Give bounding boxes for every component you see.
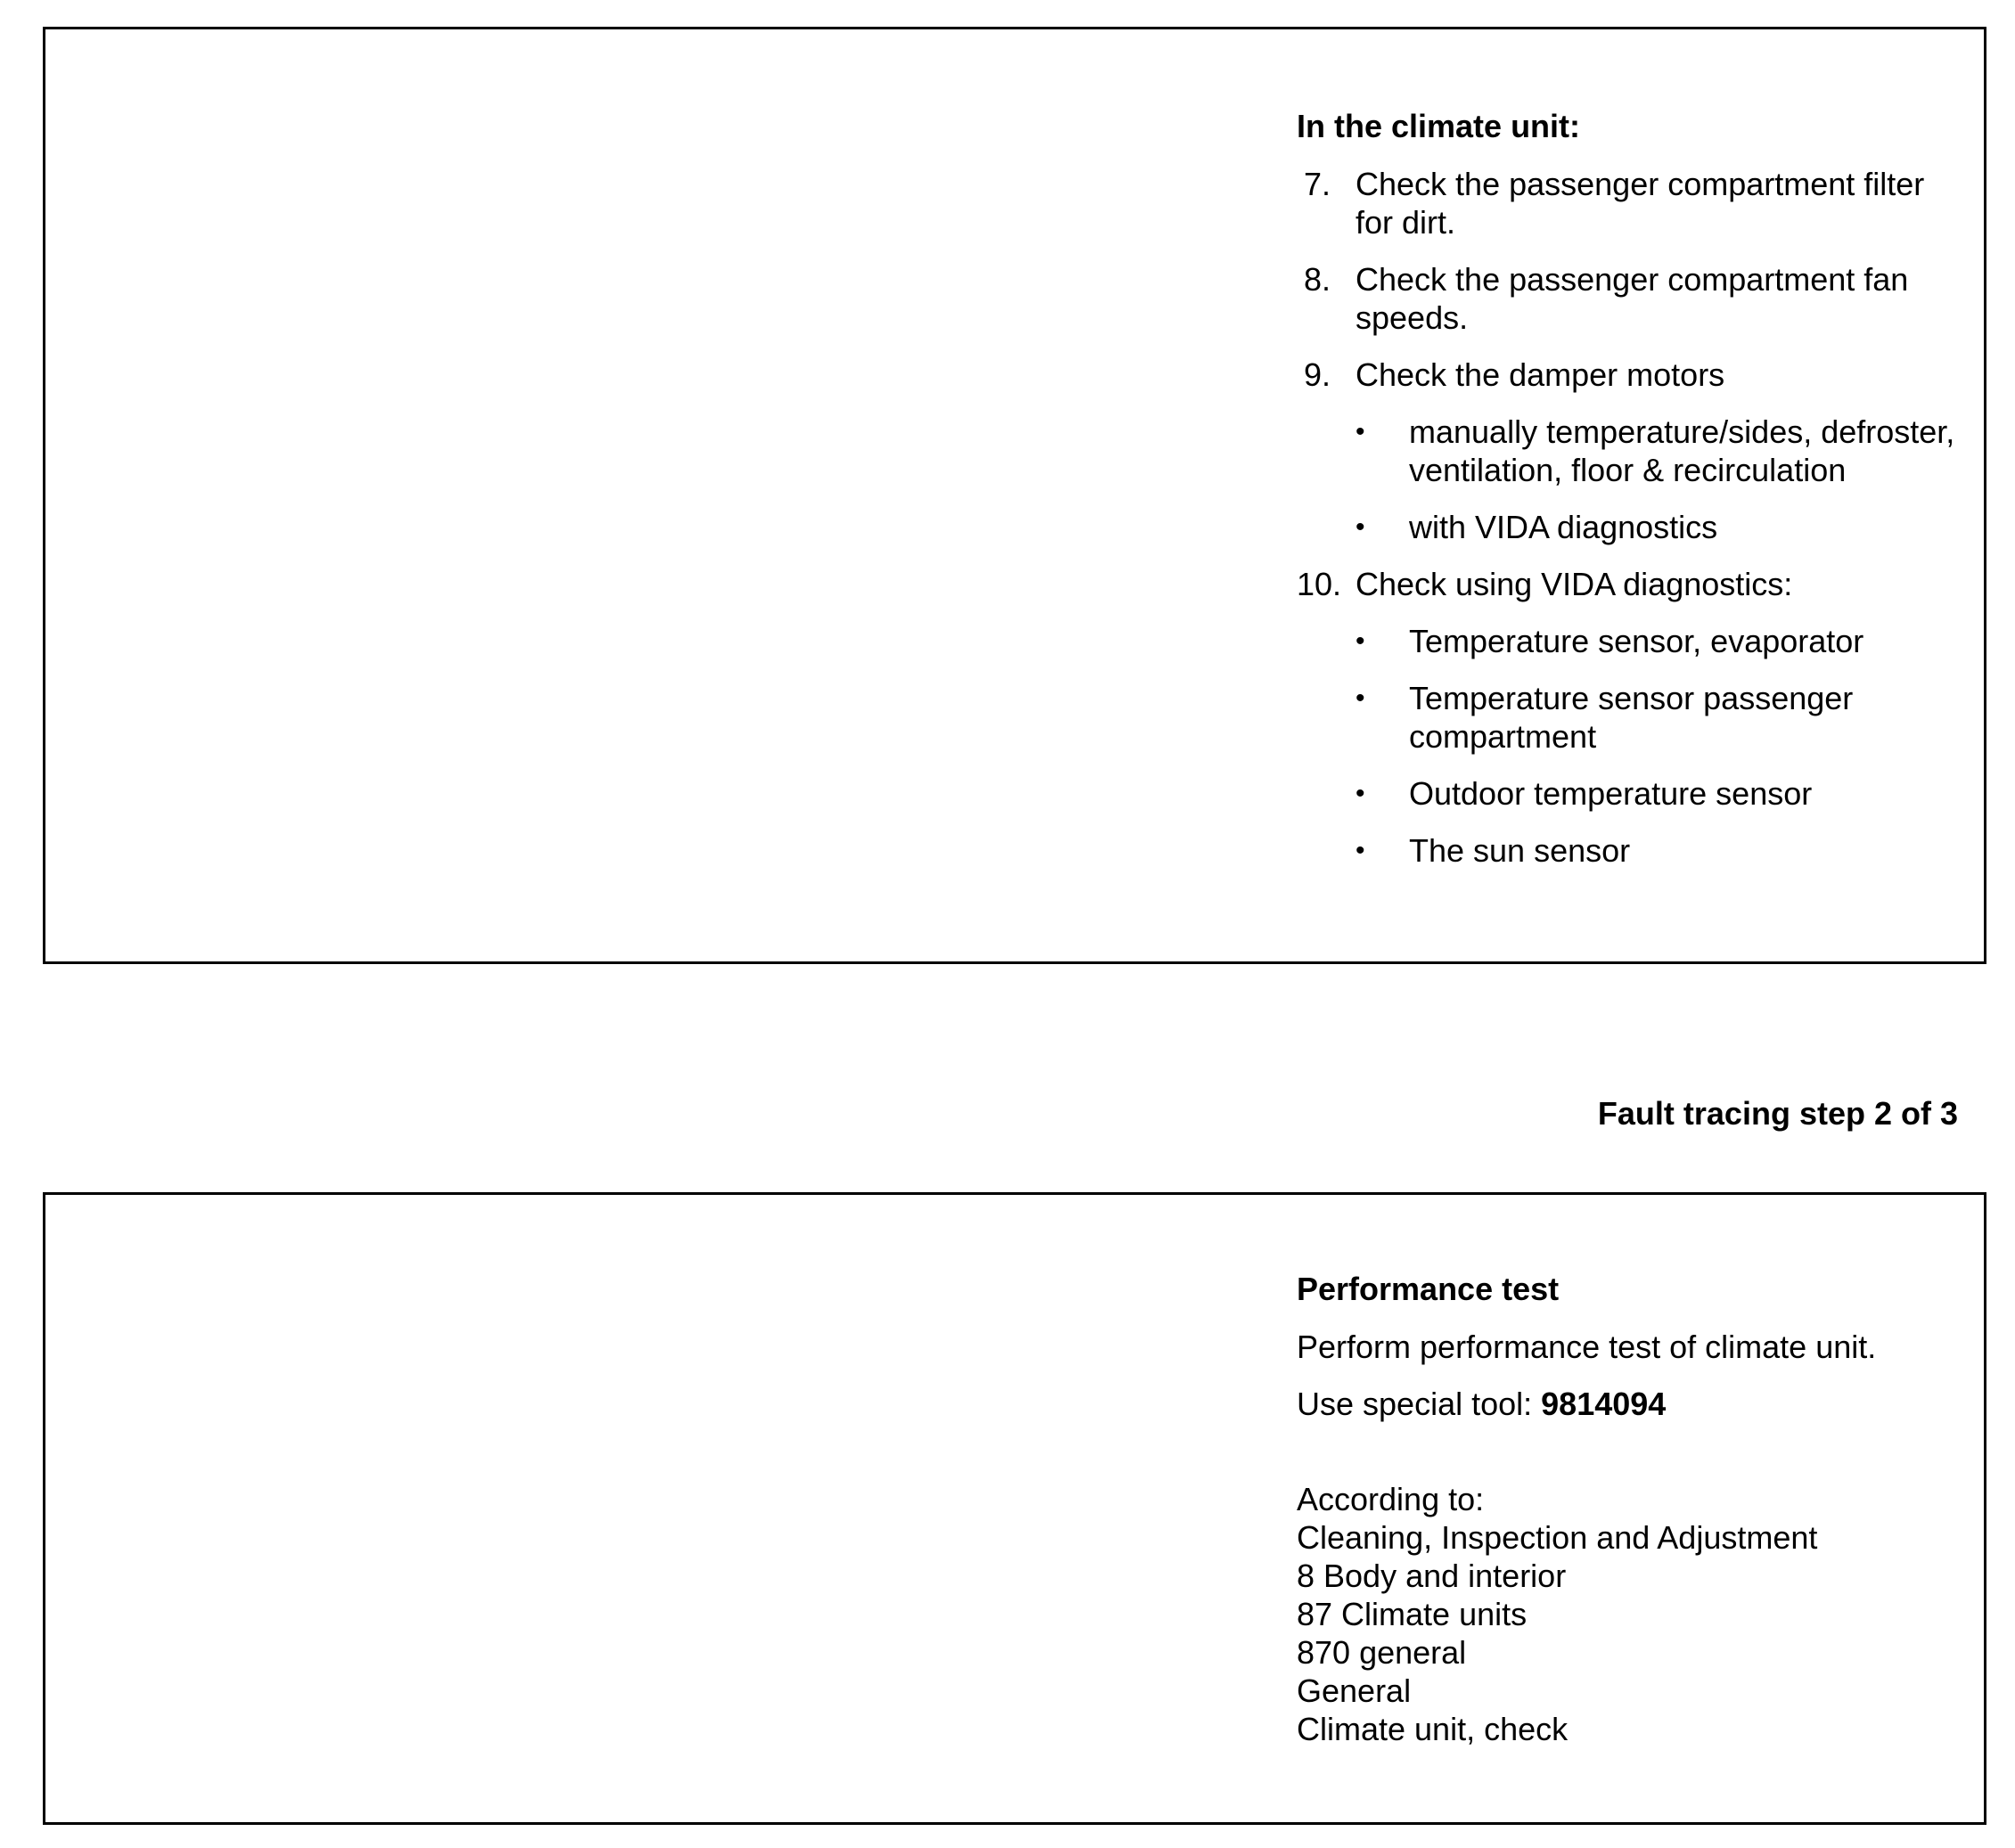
reference-line: Climate unit, check [1297, 1711, 1569, 1747]
bullet-text: Temperature sensor, evaporator [1409, 623, 1864, 659]
reference-line: General [1297, 1672, 1412, 1709]
step-item-10 [1297, 565, 1966, 603]
reference-line: Cleaning, Inspection and Adjustment [1297, 1519, 1818, 1556]
bullet-item [1356, 413, 1966, 489]
step-item-9 [1297, 356, 1966, 394]
panel-content [1297, 1270, 1966, 1748]
bullet-item [1356, 831, 1966, 870]
tool-number: 9814094 [1541, 1386, 1667, 1422]
step-item-8 [1297, 260, 1966, 337]
step-number: 7. [1304, 166, 1331, 202]
bullet-icon: • [1356, 626, 1365, 656]
fault-tracing-panel-climate-unit [43, 27, 1986, 964]
bullet-icon: • [1356, 836, 1365, 865]
step-number: 8. [1304, 261, 1331, 298]
fault-tracing-panel-performance-test [43, 1192, 1986, 1825]
bullet-item [1356, 622, 1966, 660]
reference-line: 87 Climate units [1297, 1596, 1528, 1632]
bullet-text: manually temperature/sides, defroster, ventilation, floor & recirculation [1409, 413, 1955, 488]
step-text: Check the damper motors [1356, 356, 1725, 393]
tool-label: Use special tool: [1297, 1386, 1533, 1422]
special-tool-line [1297, 1385, 1966, 1423]
step-item-7 [1297, 165, 1966, 241]
panel-content [1297, 107, 1966, 888]
bullet-text: Temperature sensor passenger compartment [1409, 680, 1854, 755]
section-heading: In the climate unit: [1297, 108, 1581, 144]
step-text: Check using VIDA diagnostics: [1356, 566, 1793, 602]
step-text: Check the passenger compartment filter for dirt. [1356, 166, 1925, 241]
step-text: Check the passenger compartment fan speeds. [1356, 261, 1909, 336]
bullet-text: Outdoor temperature sensor [1409, 775, 1813, 812]
reference-line: 8 Body and interior [1297, 1558, 1567, 1594]
bullet-icon: • [1356, 779, 1365, 808]
instruction-text: Perform performance test of climate unit. [1297, 1329, 1877, 1365]
step-number: 9. [1304, 356, 1331, 393]
bullet-icon: • [1356, 512, 1365, 542]
bullet-item [1356, 679, 1966, 756]
bullet-item [1356, 774, 1966, 813]
step-number: 10. [1297, 566, 1342, 602]
bullet-icon: • [1356, 683, 1365, 713]
reference-line: According to: [1297, 1481, 1485, 1517]
section-title: Fault tracing step 2 of 3 [1597, 1095, 1958, 1132]
bullet-icon: • [1356, 417, 1365, 446]
bullet-text: with VIDA diagnostics [1409, 509, 1718, 545]
section-heading: Performance test [1297, 1271, 1560, 1307]
reference-line: 870 general [1297, 1634, 1467, 1671]
bullet-item [1356, 508, 1966, 546]
reference-block [1297, 1480, 1966, 1748]
bullet-text: The sun sensor [1409, 832, 1631, 869]
